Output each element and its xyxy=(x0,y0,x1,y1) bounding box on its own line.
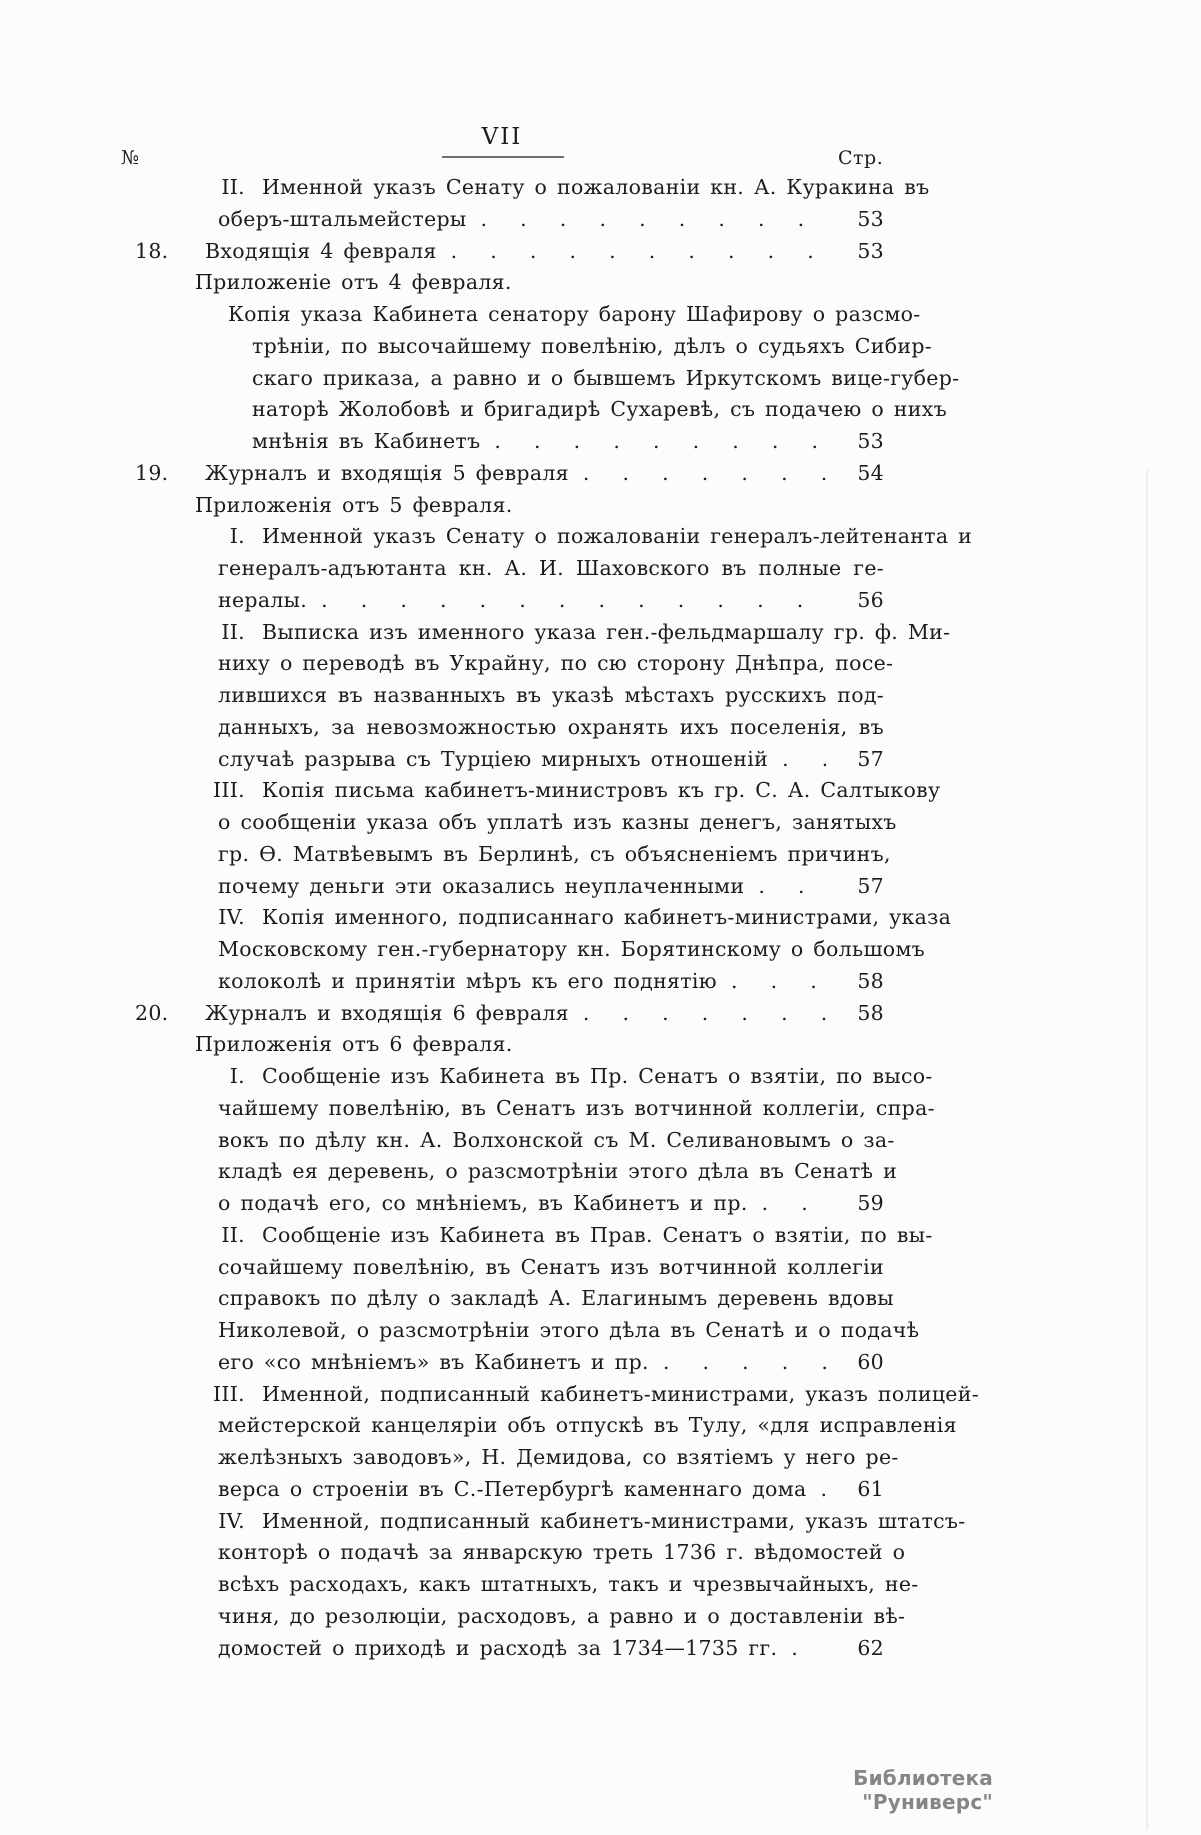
toc-line xyxy=(120,1220,933,1252)
page-number: 53 xyxy=(857,429,884,453)
toc-line xyxy=(120,172,930,204)
dot-leader xyxy=(569,998,826,1030)
toc-item-text: Сообщеніе изъ Кабинета въ Прав. Сенатъ о взятіи, по вы- xyxy=(262,1222,933,1247)
dot-leader xyxy=(717,966,826,998)
toc-item-text: Именной, подписанный кабинетъ-министрами, указъ штатсъ- xyxy=(262,1508,966,1533)
toc-line xyxy=(120,458,884,490)
toc-line xyxy=(120,1601,906,1633)
page-number: 58 xyxy=(857,1000,884,1025)
toc-item-text: кладѣ ея деревень, о разсмотрѣніи этого дѣла въ Сенатѣ и xyxy=(218,1159,898,1184)
dot-leader xyxy=(768,744,826,776)
toc-item-text: сочайшему повелѣнію, въ Сенатъ изъ вотчинной коллегіи xyxy=(218,1254,884,1279)
toc-item-text: случаѣ разрыва съ Турціею мирныхъ отношеній xyxy=(218,746,769,771)
page-number: 53 xyxy=(857,206,884,231)
toc-line xyxy=(120,1252,884,1284)
toc-line xyxy=(120,966,884,998)
toc-line xyxy=(120,553,884,585)
dot-leader xyxy=(806,1474,826,1506)
toc-line xyxy=(120,1379,979,1411)
page-column-label: Стр. xyxy=(838,147,884,169)
toc-item-text: ниху о переводѣ въ Украйну, по сю сторону Днѣпра, посе- xyxy=(218,651,894,676)
toc-item-number: II. xyxy=(221,175,245,199)
toc-item-text: вокъ по дѣлу кн. А. Волхонской съ М. Селивановымъ о за- xyxy=(218,1127,895,1152)
dot-leader xyxy=(777,1633,826,1665)
dot-leader xyxy=(467,204,826,236)
toc-item-number: IV. xyxy=(218,1508,245,1533)
page-number: 60 xyxy=(857,1349,884,1374)
toc-line xyxy=(120,1029,884,1061)
toc-item-text: его «со мнѣніемъ» въ Кабинетъ и пр. xyxy=(218,1349,649,1374)
toc-item-text: скаго приказа, а равно и о бывшемъ Иркутскомъ вице-губер- xyxy=(252,365,960,390)
toc-item-number: I. xyxy=(229,1064,245,1088)
toc-item-number: 20. xyxy=(135,1000,169,1025)
toc-item-text: нералы. xyxy=(218,587,308,612)
dot-leader xyxy=(744,871,826,903)
toc-line xyxy=(120,871,884,903)
toc-item-text: Именной указъ Сенату о пожалованіи кн. А. Куракина въ xyxy=(262,175,930,199)
toc-line xyxy=(120,617,951,649)
toc-line xyxy=(120,267,884,299)
dot-leader xyxy=(437,236,826,268)
toc-line xyxy=(120,1633,884,1665)
toc-line xyxy=(120,204,884,236)
toc-line xyxy=(120,521,973,553)
toc-line xyxy=(120,363,960,395)
toc-item-text: трѣніи, по высочайшему повелѣнію, дѣлъ о судьяхъ Сибир- xyxy=(252,333,932,358)
toc-line xyxy=(120,712,884,744)
toc-item-number: 19. xyxy=(135,460,169,485)
toc-line xyxy=(120,1537,906,1569)
toc-item-text: всѣхъ расходахъ, какъ штатныхъ, такъ и чрезвычайныхъ, не- xyxy=(218,1572,919,1596)
toc-item-text: домостей о приходѣ и расходѣ за 1734—1735 гг. xyxy=(218,1635,778,1660)
dot-leader xyxy=(480,426,826,458)
page-number: 58 xyxy=(857,968,884,993)
toc-item-text: Приложенія отъ 6 февраля. xyxy=(195,1032,513,1057)
toc-item-text: Копія именного, подписаннаго кабинетъ-министрами, указа xyxy=(262,905,952,930)
dot-leader xyxy=(748,1188,826,1220)
toc-item-text: Московскому ген.-губернатору кн. Борятинскому о большомъ xyxy=(218,937,926,961)
header-rule xyxy=(442,156,564,158)
toc-item-text: наторѣ Жолобовѣ и бригадирѣ Сухаревѣ, съ подачею о нихъ xyxy=(252,397,947,422)
toc-item-text: генералъ-адъютанта кн. А. И. Шаховского въ полные ге- xyxy=(218,556,884,580)
toc-item-text: Сообщеніе изъ Кабинета въ Пр. Сенатъ о взятіи, по высо- xyxy=(262,1064,933,1088)
toc-item-text: Николевой, о разсмотрѣніи этого дѣла въ Сенатѣ и о подачѣ xyxy=(218,1318,920,1342)
toc-line xyxy=(120,394,947,426)
dot-leader xyxy=(307,585,826,617)
toc-line xyxy=(120,331,932,363)
toc-item-text: Приложенія отъ 5 февраля. xyxy=(195,492,513,517)
page-number: 62 xyxy=(857,1635,884,1660)
toc-line xyxy=(120,744,884,776)
number-column-label: № xyxy=(121,147,139,169)
toc-line xyxy=(120,998,884,1030)
toc-item-number: I. xyxy=(229,524,245,549)
scan-crease-artifact xyxy=(1146,470,1148,1830)
toc-item-text: оберъ-штальмейстеры xyxy=(218,206,467,231)
toc-item-number: II. xyxy=(221,1222,245,1247)
toc-line xyxy=(120,585,884,617)
toc-line xyxy=(120,1347,884,1379)
toc-line xyxy=(120,1125,895,1157)
toc-item-number: IV. xyxy=(218,905,245,930)
toc-item-text: мнѣнія въ Кабинетъ xyxy=(252,429,481,453)
toc-line xyxy=(120,839,891,871)
toc-line xyxy=(120,934,926,966)
library-watermark: Библиотека "Руниверс" xyxy=(853,1766,993,1814)
toc-item-text: о сообщеніи указа объ уплатѣ изъ казны денегъ, занятыхъ xyxy=(218,810,897,834)
toc-line xyxy=(120,1093,935,1125)
toc-item-text: мейстерской канцеляріи объ отпускѣ въ Тулу, «для исправленія xyxy=(218,1413,957,1438)
toc-item-text: колоколѣ и принятіи мѣръ къ его поднятію xyxy=(218,968,717,993)
toc-line xyxy=(120,236,884,268)
toc-line xyxy=(120,1061,933,1093)
toc-item-number: II. xyxy=(221,619,245,644)
toc-line xyxy=(120,807,897,839)
toc-line xyxy=(120,1315,920,1347)
toc-line xyxy=(120,299,921,331)
toc-item-text: почему деньги эти оказались неуплаченными xyxy=(218,873,745,898)
toc-line xyxy=(120,1442,899,1474)
toc-line xyxy=(120,775,941,807)
toc-item-text: Копія письма кабинетъ-министровъ къ гр. С. А. Салтыкову xyxy=(262,778,941,803)
dot-leader xyxy=(649,1347,826,1379)
toc-item-text: Журналъ и входящія 5 февраля xyxy=(205,460,569,485)
page-number: 53 xyxy=(857,238,884,263)
toc-item-text: Копія указа Кабинета сенатору барону Шафирову о разсмо- xyxy=(228,302,921,326)
toc-line xyxy=(120,680,884,712)
toc-item-text: верса о строеніи въ С.-Петербургѣ каменнаго дома xyxy=(218,1476,807,1501)
toc-line xyxy=(120,1188,884,1220)
toc-line xyxy=(120,426,884,458)
page-number: 54 xyxy=(857,460,884,485)
dot-leader xyxy=(569,458,826,490)
toc-item-text: Именной, подписанный кабинетъ-министрами, указъ полицей- xyxy=(262,1381,979,1406)
toc-line xyxy=(120,1569,919,1601)
toc-item-text: Приложеніе отъ 4 февраля. xyxy=(195,270,512,295)
toc-item-text: Входящія 4 февраля xyxy=(205,238,437,263)
toc-item-text: Выписка изъ именного указа ген.-фельдмаршалу гр. ф. Ми- xyxy=(262,619,951,644)
page-number-roman: VII xyxy=(481,124,523,150)
toc-item-text: о подачѣ его, со мнѣніемъ, въ Кабинетъ и пр. xyxy=(218,1191,748,1215)
page-number: 59 xyxy=(857,1191,884,1215)
toc-line xyxy=(120,1283,894,1315)
toc-item-text: данныхъ, за невозможностью охранять ихъ поселенія, въ xyxy=(218,714,884,739)
toc-item-text: чайшему повелѣнію, въ Сенатъ изъ вотчинной коллегіи, спра- xyxy=(218,1095,935,1120)
toc-item-text: гр. Ѳ. Матвѣевымъ въ Берлинѣ, съ объясненіемъ причинъ, xyxy=(218,841,891,866)
page-number: 56 xyxy=(857,587,884,612)
toc-item-text: желѣзныхъ заводовъ», Н. Демидова, со взятіемъ у него ре- xyxy=(218,1445,899,1469)
toc-item-text: конторѣ о подачѣ за январскую треть 1736 г. вѣдомостей о xyxy=(218,1540,906,1565)
toc-line xyxy=(120,902,952,934)
toc-list xyxy=(120,172,979,1664)
toc-item-number: III. xyxy=(212,1381,245,1406)
page-number: 57 xyxy=(857,746,884,771)
page-number: 61 xyxy=(857,1476,884,1501)
page-number: 57 xyxy=(857,873,884,898)
toc-line xyxy=(120,1156,898,1188)
toc-item-text: Журналъ и входящія 6 февраля xyxy=(205,1000,569,1025)
toc-item-text: Именной указъ Сенату о пожалованіи генералъ-лейтенанта и xyxy=(262,524,973,549)
toc-line xyxy=(120,490,884,522)
toc-line xyxy=(120,648,894,680)
toc-item-number: 18. xyxy=(135,238,169,263)
toc-line xyxy=(120,1474,884,1506)
toc-item-text: справокъ по дѣлу о закладѣ А. Елагинымъ деревень вдовы xyxy=(218,1286,894,1311)
toc-line xyxy=(120,1410,957,1442)
toc-item-number: III. xyxy=(212,778,245,803)
toc-item-text: чиня, до резолюціи, расходовъ, а равно и о доставленіи вѣ- xyxy=(218,1603,906,1628)
toc-line xyxy=(120,1506,966,1538)
toc-item-text: лившихся въ названныхъ въ указѣ мѣстахъ русскихъ под- xyxy=(218,683,884,707)
